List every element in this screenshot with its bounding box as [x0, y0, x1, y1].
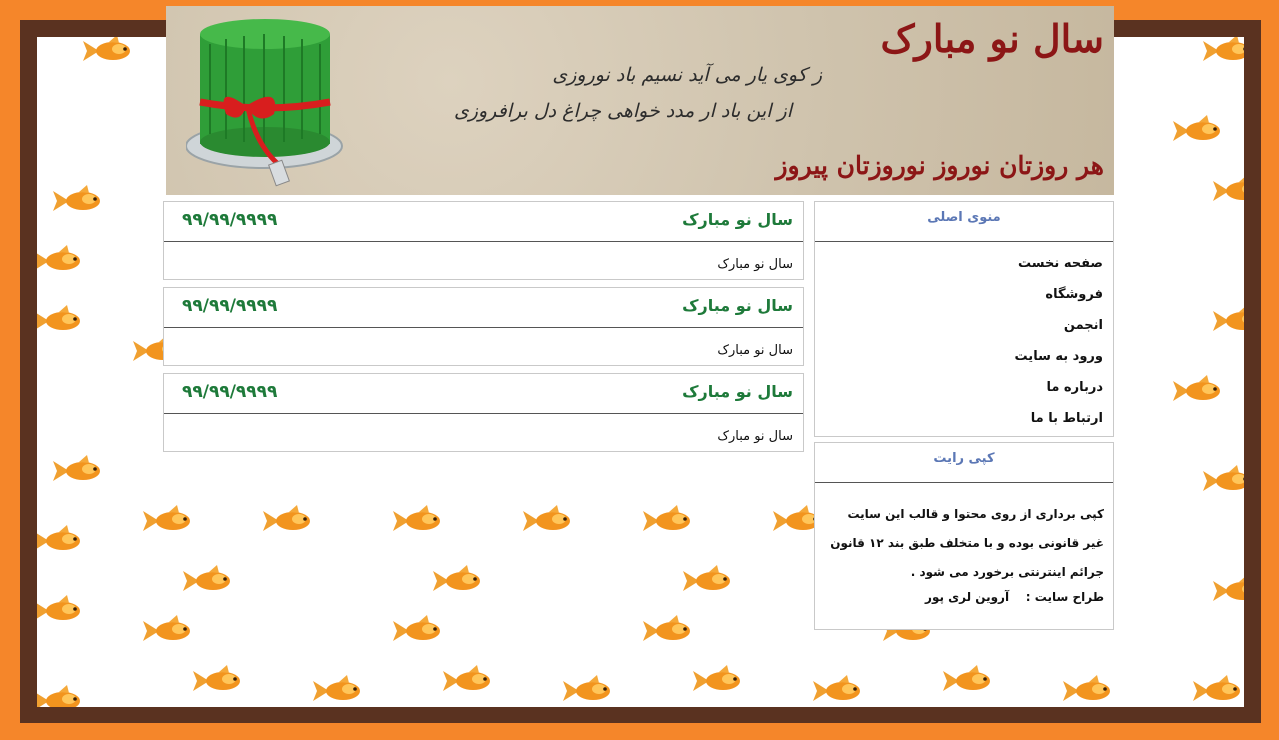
designer-credit: [925, 590, 1104, 604]
main-menu-header: [815, 202, 1113, 242]
copyright-header: [815, 443, 1113, 483]
banner-poem-line-2: از این باد ار مدد خواهی چراغ دل برافروزی: [453, 100, 792, 122]
copyright-text: کپی برداری از روی محتوا و قالب این سایت غیر قانونی بوده و با متخلف طبق بند ۱۲ قانون جرائم اینترنتی برخورد می شود .: [830, 507, 1104, 579]
post-title[interactable]: سال نو مبارک: [682, 210, 793, 229]
banner-poem-line-1: ز کوی یار می آید نسیم باد نوروزی: [552, 64, 822, 86]
post-header: [164, 288, 803, 328]
banner-title: سال نو مبارک: [880, 16, 1104, 61]
post-date: ۹۹/۹۹/۹۹۹۹: [182, 382, 278, 402]
post-title[interactable]: سال نو مبارک: [682, 382, 793, 401]
post-title[interactable]: سال نو مبارک: [682, 296, 793, 315]
menu-item-login[interactable]: ورود به سایت: [1014, 349, 1103, 364]
post-date: ۹۹/۹۹/۹۹۹۹: [182, 210, 278, 230]
designer-name: آروین لری پور: [925, 590, 1010, 604]
header-banner: [166, 6, 1114, 195]
post-body: سال نو مبارک: [717, 343, 793, 358]
post-card: [163, 287, 804, 366]
designer-label: طراح سایت :: [1025, 590, 1104, 604]
post-header: [164, 374, 803, 414]
post-date: ۹۹/۹۹/۹۹۹۹: [182, 296, 278, 316]
menu-item-shop[interactable]: فروشگاه: [1045, 287, 1103, 302]
main-menu-box: [814, 201, 1114, 437]
menu-item-home[interactable]: صفحه نخست: [1018, 256, 1103, 271]
banner-subtitle: هر روزتان نوروز نوروزتان پیروز: [775, 151, 1104, 180]
post-body: سال نو مبارک: [717, 257, 793, 272]
post-body: سال نو مبارک: [717, 429, 793, 444]
menu-item-about[interactable]: درباره ما: [1046, 380, 1103, 395]
copyright-box: [814, 442, 1114, 630]
menu-item-forum[interactable]: انجمن: [1063, 318, 1103, 333]
sabzeh-wheatgrass-icon: [186, 14, 356, 194]
post-header: [164, 202, 803, 242]
post-card: [163, 201, 804, 280]
main-menu-title: منوی اصلی: [927, 210, 1001, 225]
post-card: [163, 373, 804, 452]
menu-item-contact[interactable]: ارتباط با ما: [1030, 411, 1103, 426]
copyright-title: کپی رایت: [933, 451, 995, 466]
